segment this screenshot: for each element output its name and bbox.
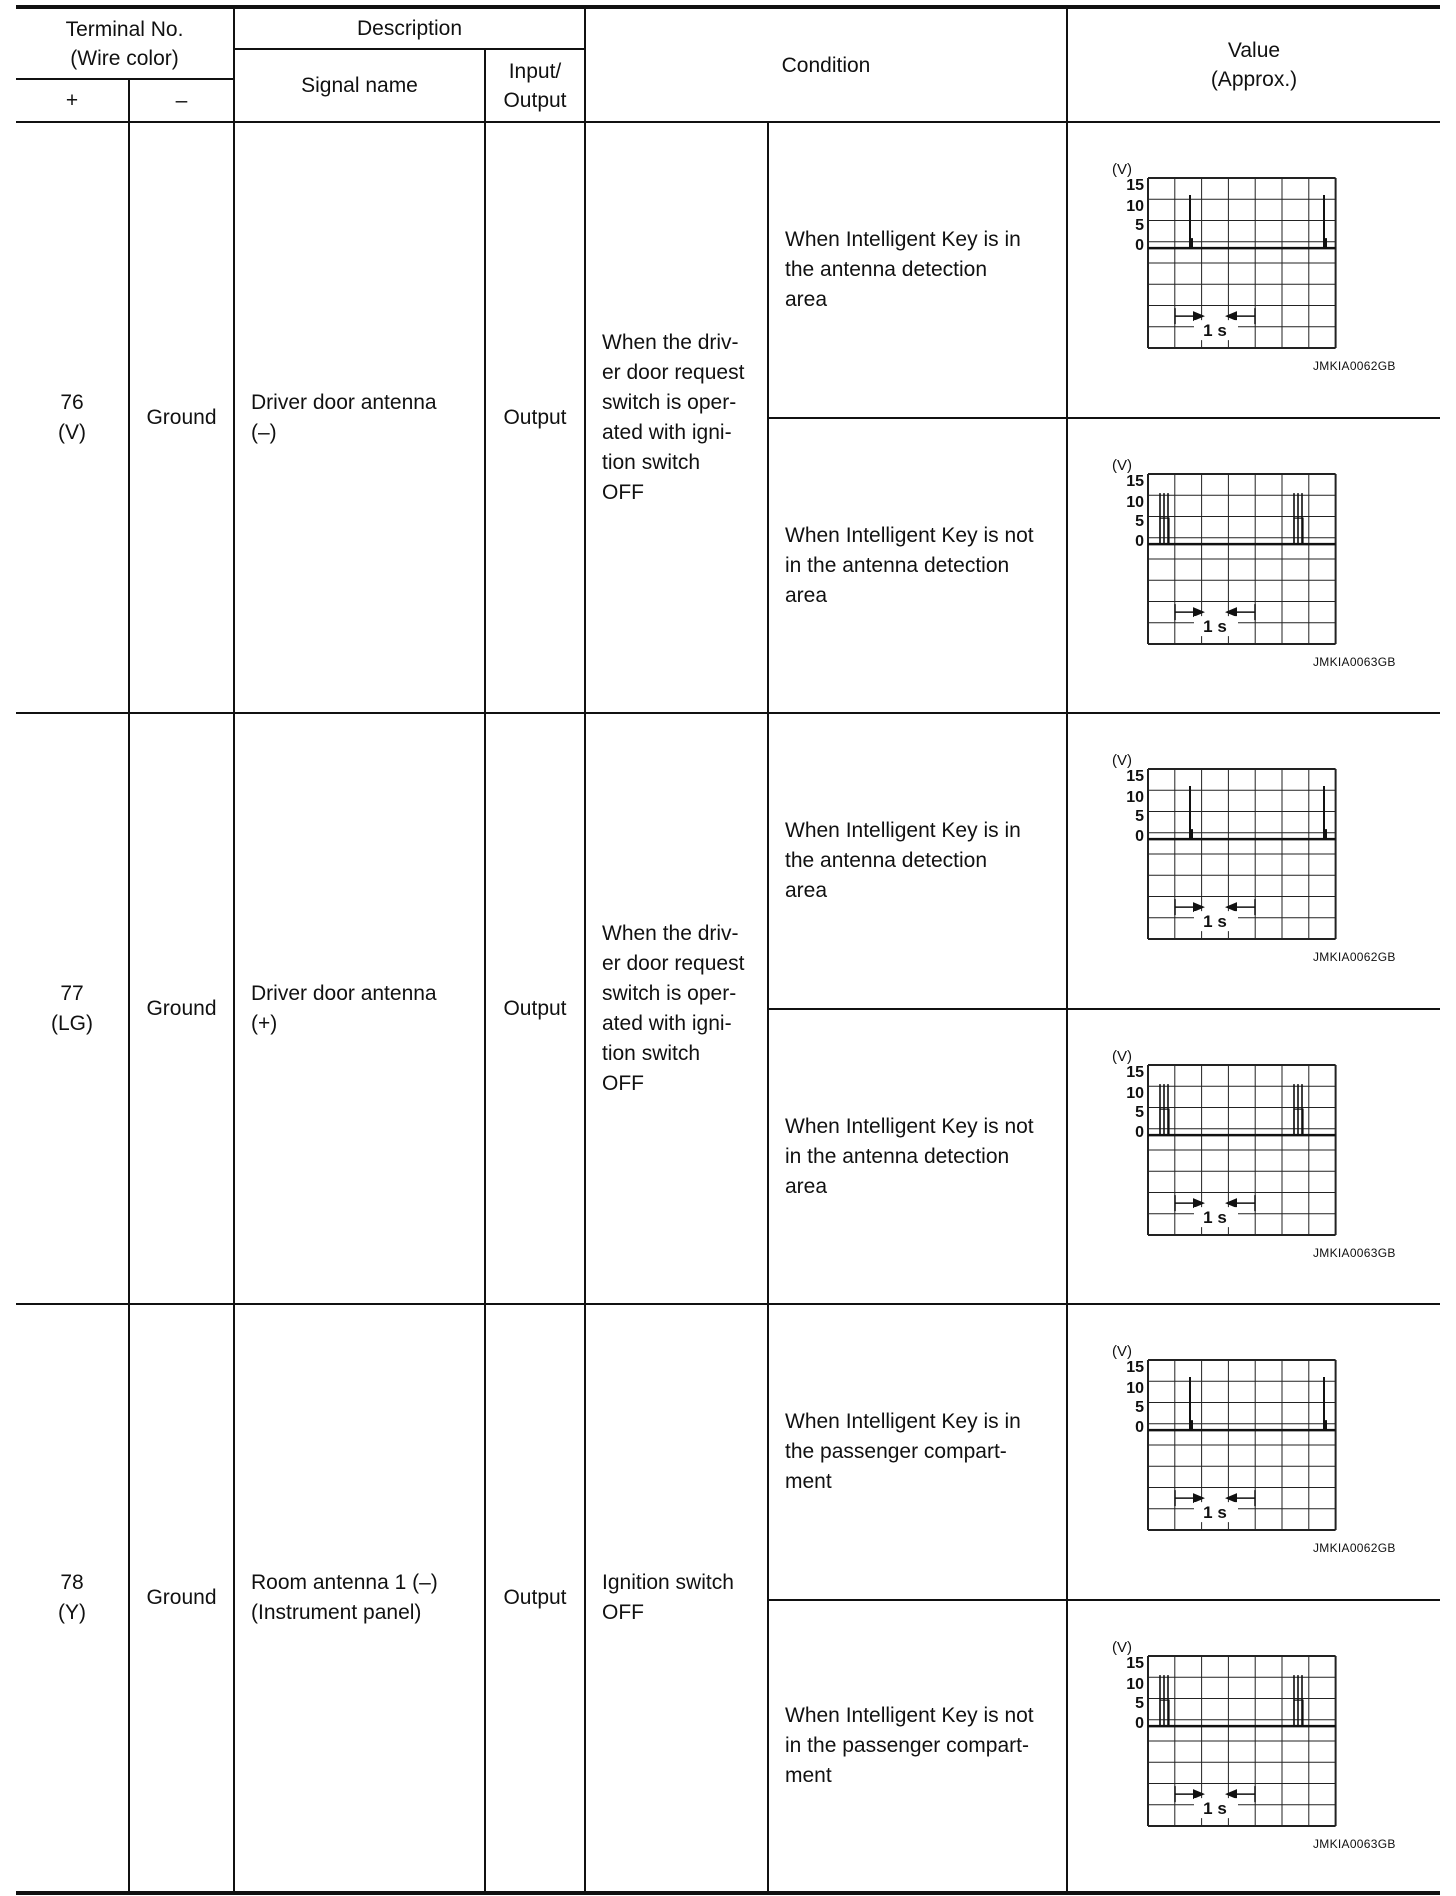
header-description: [235, 9, 584, 48]
io-cell: [486, 714, 584, 1303]
waveform-double-pulse: [1110, 458, 1370, 648]
terminal-cell: [16, 1305, 128, 1891]
waveform-y-tick: 10: [1126, 494, 1144, 511]
waveform-unit-label: (V): [1112, 1344, 1132, 1360]
sub-condition-line: area: [785, 583, 828, 607]
waveform-time-label: 1 s: [1203, 1503, 1227, 1523]
sub-condition-line: the passenger compart-: [785, 1440, 1007, 1463]
waveform-y-tick: 15: [1126, 1064, 1144, 1081]
terminal-number: 76: [60, 390, 84, 414]
header-wire-color-label: (Wire color): [70, 46, 179, 70]
condition-line: er door request: [602, 360, 745, 384]
ground-cell: [130, 1305, 233, 1891]
wire-color: (V): [58, 420, 86, 444]
waveform-y-tick: 10: [1126, 1085, 1144, 1102]
header-minus-label: –: [175, 89, 188, 112]
terminal-cell: [16, 714, 128, 1303]
io-cell: [486, 123, 584, 712]
wire-color: (Y): [58, 1601, 86, 1624]
terminal-number: 77: [60, 981, 84, 1005]
waveform-graph: [1110, 1640, 1370, 1830]
io-label: Output: [503, 996, 567, 1020]
sub-condition-line: When Intelligent Key is in: [785, 1410, 1021, 1433]
waveform-y-tick: 10: [1126, 198, 1144, 215]
waveform-y-tick: 0: [1135, 533, 1144, 551]
figure-code: JMKIA0063GB: [1313, 1246, 1396, 1260]
waveform-unit-label: (V): [1112, 1049, 1132, 1065]
header-input-label: Input/: [508, 59, 562, 83]
header-plus: [16, 80, 128, 121]
sub-condition-line: When Intelligent Key is in: [785, 819, 1021, 842]
sub-condition-line: in the antenna detection: [785, 1144, 1010, 1168]
signal-name-line: (–): [251, 420, 277, 444]
waveform-time-label: 1 s: [1203, 1799, 1227, 1819]
sub-condition-line: When Intelligent Key is not: [785, 1114, 1034, 1138]
sub-condition-line: in the passenger compart-: [785, 1734, 1029, 1757]
header-description-label: Description: [356, 17, 463, 40]
header-terminal-no-label: Terminal No.: [65, 17, 184, 41]
signal-name-line: (+): [251, 1011, 278, 1035]
signal-name-line: Driver door antenna: [251, 981, 437, 1005]
ground-label: Ground: [146, 405, 217, 429]
condition-line: er door request: [602, 951, 745, 975]
io-cell: [486, 1305, 584, 1891]
sub-condition-line: area: [785, 879, 828, 902]
table-bottom-rule: [16, 1891, 1440, 1895]
waveform-y-tick: 5: [1135, 1695, 1144, 1712]
waveform-y-tick: 5: [1135, 1399, 1144, 1416]
condition-line: When the driv-: [602, 921, 739, 945]
col-divider-condition-value: [1066, 5, 1068, 1893]
waveform-y-tick: 5: [1135, 513, 1144, 530]
sub-condition-line: area: [785, 1174, 828, 1198]
signal-name-cell: [235, 714, 484, 1303]
sub-condition-line: ment: [785, 1764, 832, 1787]
header-value: [1068, 9, 1440, 121]
condition-line: OFF: [602, 1601, 644, 1624]
sub-condition-line: the antenna detection: [785, 849, 988, 872]
waveform-y-tick: 5: [1135, 217, 1144, 234]
sub-condition-line: When Intelligent Key is in: [785, 228, 1021, 251]
signal-name-line: Room antenna 1 (–): [251, 1571, 438, 1594]
waveform-graph: [1110, 458, 1370, 648]
waveform-y-tick: 5: [1135, 808, 1144, 825]
signal-name-cell: [235, 1305, 484, 1891]
ground-label: Ground: [146, 1586, 217, 1609]
waveform-y-tick: 0: [1135, 1419, 1144, 1437]
sub-condition-cell: [769, 1010, 1066, 1303]
waveform-time-label: 1 s: [1203, 321, 1227, 341]
header-condition: [586, 9, 1066, 121]
waveform-y-tick: 0: [1135, 1715, 1144, 1733]
waveform-single-pulse: [1110, 162, 1370, 352]
condition-main-cell: [586, 714, 767, 1303]
waveform-y-tick: 10: [1126, 789, 1144, 806]
condition-line: ated with igni-: [602, 1011, 732, 1035]
condition-line: tion switch: [602, 450, 701, 474]
sub-condition-cell: [769, 1601, 1066, 1891]
wire-color: (LG): [51, 1011, 93, 1035]
waveform-single-pulse: [1110, 1344, 1370, 1534]
figure-code: JMKIA0062GB: [1313, 359, 1396, 373]
waveform-y-tick: 0: [1135, 1124, 1144, 1142]
header-value-approx-label: (Approx.): [1210, 68, 1298, 91]
sub-condition-line: When Intelligent Key is not: [785, 1704, 1034, 1727]
waveform-graph: [1110, 753, 1370, 943]
condition-line: When the driv-: [602, 330, 739, 354]
sub-condition-line: area: [785, 288, 828, 311]
waveform-unit-label: (V): [1112, 162, 1132, 178]
sub-condition-cell: [769, 1305, 1066, 1599]
sub-condition-line: in the antenna detection: [785, 553, 1010, 577]
sub-condition-line: the antenna detection: [785, 258, 988, 281]
header-condition-label: Condition: [781, 53, 871, 77]
waveform-single-pulse: [1110, 753, 1370, 943]
waveform-y-tick: 10: [1126, 1380, 1144, 1397]
waveform-y-tick: 10: [1126, 1676, 1144, 1693]
signal-name-line: Driver door antenna: [251, 390, 437, 414]
io-label: Output: [503, 405, 567, 429]
sub-condition-cell: [769, 123, 1066, 417]
condition-line: switch is oper-: [602, 390, 737, 414]
terminal-cell: [16, 123, 128, 712]
header-output-label: Output: [503, 88, 567, 112]
waveform-y-tick: 15: [1126, 177, 1144, 194]
sub-condition-cell: [769, 714, 1066, 1008]
condition-line: OFF: [602, 480, 644, 504]
waveform-y-tick: 0: [1135, 237, 1144, 255]
condition-line: Ignition switch: [602, 1571, 734, 1594]
io-label: Output: [503, 1586, 567, 1609]
waveform-unit-label: (V): [1112, 1640, 1132, 1656]
waveform-time-label: 1 s: [1203, 617, 1227, 637]
header-plus-label: +: [65, 89, 79, 112]
condition-main-cell: [586, 1305, 767, 1891]
sub-condition-cell: [769, 419, 1066, 712]
waveform-y-tick: 15: [1126, 1359, 1144, 1376]
waveform-time-label: 1 s: [1203, 912, 1227, 932]
figure-code: JMKIA0062GB: [1313, 950, 1396, 964]
ground-cell: [130, 123, 233, 712]
waveform-y-tick: 15: [1126, 473, 1144, 490]
ground-label: Ground: [146, 996, 217, 1020]
waveform-unit-label: (V): [1112, 753, 1132, 769]
header-input-output: [486, 50, 584, 121]
terminal-number: 78: [60, 1571, 84, 1594]
figure-code: JMKIA0063GB: [1313, 1837, 1396, 1851]
condition-line: ated with igni-: [602, 420, 732, 444]
waveform-time-label: 1 s: [1203, 1208, 1227, 1228]
condition-line: tion switch: [602, 1041, 701, 1065]
header-minus: [130, 80, 233, 121]
figure-code: JMKIA0062GB: [1313, 1541, 1396, 1555]
waveform-graph: [1110, 1344, 1370, 1534]
header-terminal-no: [16, 9, 233, 78]
header-value-label: Value: [1227, 39, 1281, 62]
waveform-y-tick: 5: [1135, 1104, 1144, 1121]
waveform-y-tick: 0: [1135, 828, 1144, 846]
waveform-graph: [1110, 1049, 1370, 1239]
header-signal-name-label: Signal name: [301, 74, 418, 97]
waveform-y-tick: 15: [1126, 768, 1144, 785]
waveform-y-tick: 15: [1126, 1655, 1144, 1672]
waveform-unit-label: (V): [1112, 458, 1132, 474]
ground-cell: [130, 714, 233, 1303]
condition-line: switch is oper-: [602, 981, 737, 1005]
condition-line: OFF: [602, 1071, 644, 1095]
header-signal-name: [235, 50, 484, 121]
signal-name-line: (Instrument panel): [251, 1601, 422, 1624]
signal-name-cell: [235, 123, 484, 712]
sub-condition-line: ment: [785, 1470, 832, 1493]
waveform-double-pulse: [1110, 1640, 1370, 1830]
waveform-graph: [1110, 162, 1370, 352]
condition-main-cell: [586, 123, 767, 712]
sub-condition-line: When Intelligent Key is not: [785, 523, 1034, 547]
waveform-double-pulse: [1110, 1049, 1370, 1239]
figure-code: JMKIA0063GB: [1313, 655, 1396, 669]
